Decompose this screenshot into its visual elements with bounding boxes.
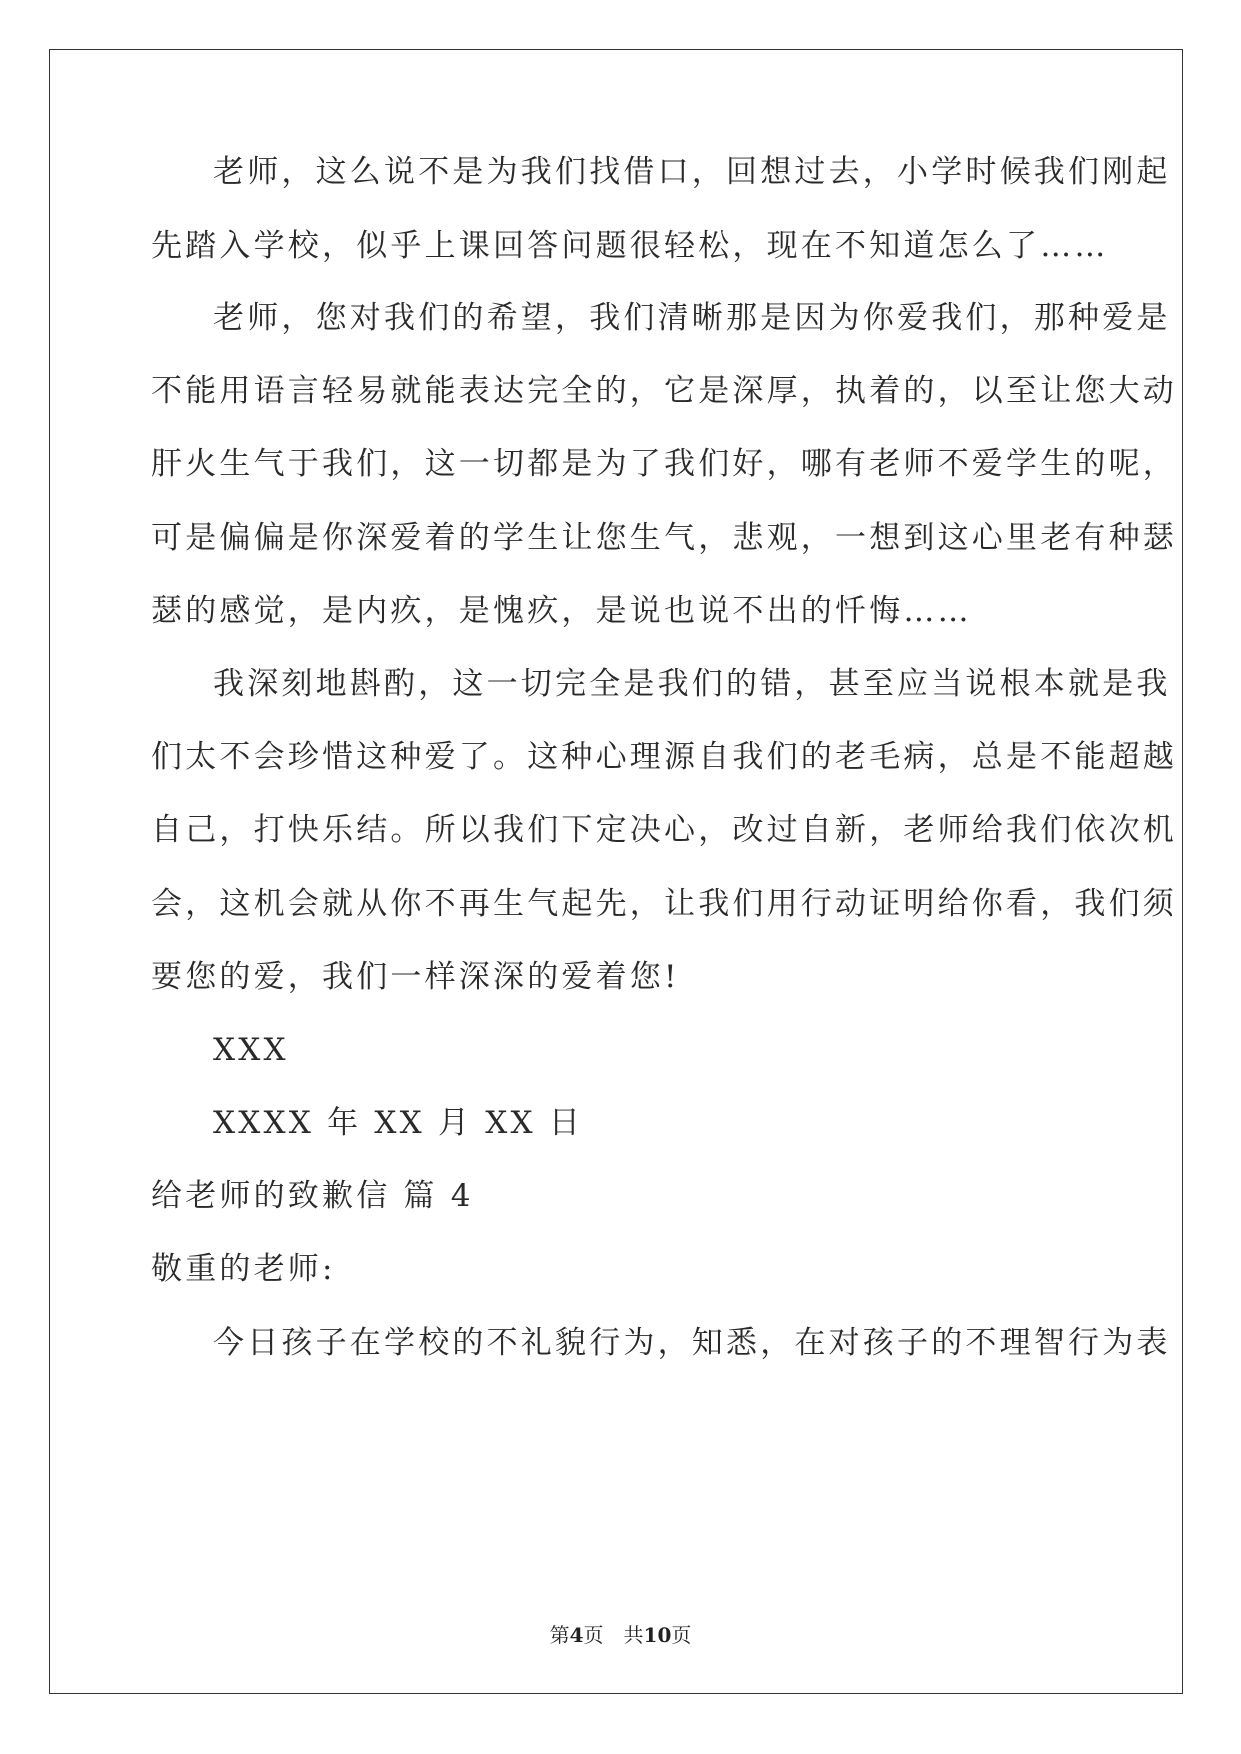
footer-mid: 页 共	[583, 1623, 644, 1647]
salutation: 敬重的老师:	[151, 1251, 336, 1287]
signature-date: XXXX 年 XX 月 XX 日	[213, 1105, 584, 1141]
text-line-12: 要您的爱，我们一样深深的爱着您!	[151, 959, 680, 995]
text-line-10: 自己，打快乐结。所以我们下定决心，改过自新，老师给我们依次机	[151, 812, 1177, 848]
text-line-1: 老师，这么说不是为我们找借口，回想过去，小学时候我们刚起	[213, 154, 1171, 190]
footer-page-number: 4	[569, 1623, 584, 1647]
signature-name: XXX	[213, 1032, 289, 1068]
text-line-17: 今日孩子在学校的不礼貌行为，知悉，在对孩子的不理智行为表	[213, 1325, 1171, 1361]
text-line-4: 不能用语言轻易就能表达完全的，它是深厚，执着的，以至让您大动	[151, 373, 1177, 409]
text-line-8: 我深刻地斟酌，这一切完全是我们的错，甚至应当说根本就是我	[213, 666, 1171, 702]
text-line-6: 可是偏偏是你深爱着的学生让您生气，悲观，一想到这心里老有种瑟	[151, 520, 1177, 556]
footer-total-pages: 10	[643, 1623, 672, 1647]
text-line-9: 们太不会珍惜这种爱了。这种心理源自我们的老毛病，总是不能超越	[151, 739, 1177, 775]
text-line-5: 肝火生气于我们，这一切都是为了我们好，哪有老师不爱学生的呢，	[151, 446, 1177, 482]
footer-suffix: 页	[671, 1623, 692, 1647]
text-line-11: 会，这机会就从你不再生气起先，让我们用行动证明给你看，我们须	[151, 886, 1177, 922]
footer-prefix: 第	[549, 1623, 570, 1647]
section-heading: 给老师的致歉信 篇 4	[151, 1178, 474, 1214]
text-line-3: 老师，您对我们的希望，我们清晰那是因为你爱我们，那种爱是	[213, 300, 1171, 336]
page-border	[49, 49, 1183, 1694]
text-line-2: 先踏入学校，似乎上课回答问题很轻松，现在不知道怎么了……	[151, 228, 1109, 264]
text-line-7: 瑟的感觉，是内疚，是愧疚，是说也说不出的忏悔……	[151, 593, 972, 629]
page-footer	[0, 1619, 1241, 1648]
